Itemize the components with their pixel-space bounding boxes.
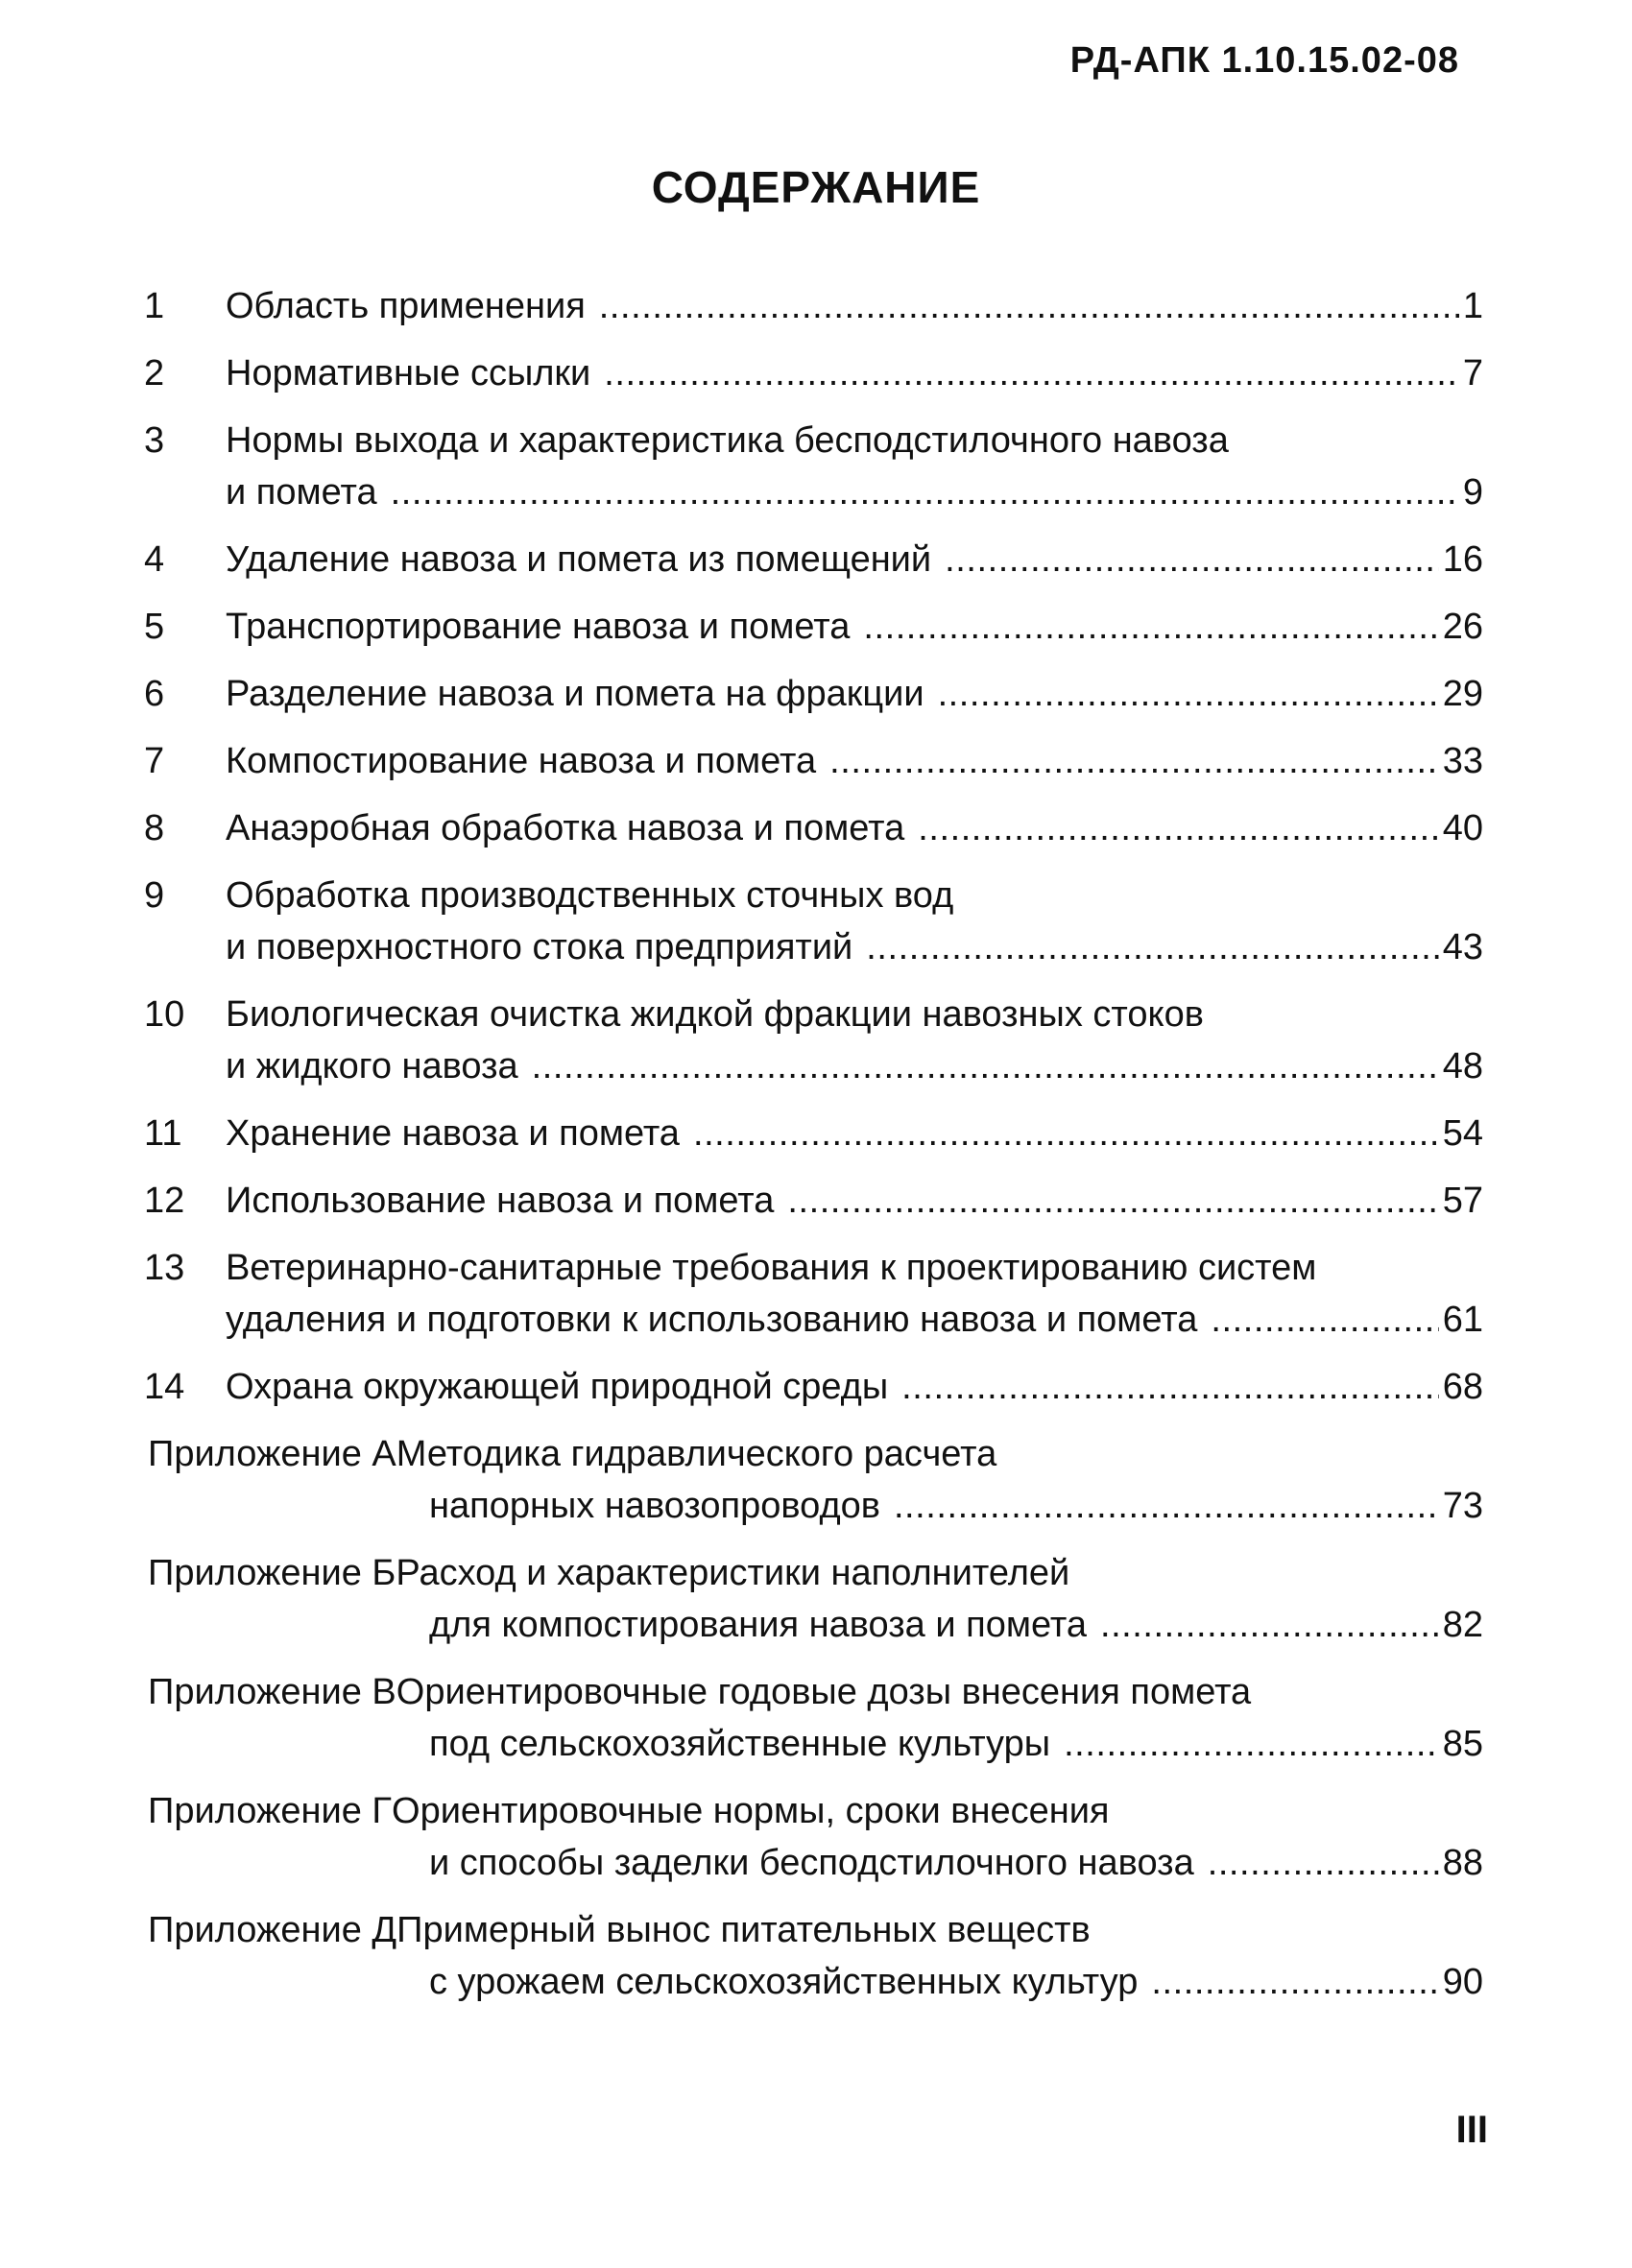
toc-entry[interactable]	[144, 534, 1483, 585]
section-number: 14	[144, 1367, 185, 1407]
appendix-text: Методика гидравлического расчета	[396, 1434, 997, 1474]
toc-entry[interactable]	[144, 668, 1483, 720]
appendix-last-line	[148, 1599, 1483, 1651]
page-ref: 48	[1442, 1046, 1483, 1086]
appendix-first-line	[148, 1547, 1483, 1599]
title-last-line	[226, 802, 1483, 854]
section-number: 3	[144, 420, 165, 461]
page-ref: 54	[1442, 1113, 1483, 1154]
dot-leader	[1211, 1294, 1438, 1346]
page-ref: 33	[1442, 741, 1483, 781]
appendix-label: Приложение А	[148, 1434, 396, 1474]
section-number: 13	[144, 1248, 185, 1288]
appendix-label: Приложение Д	[148, 1910, 397, 1950]
dot-leader	[1064, 1718, 1439, 1770]
title-line: Биологическая очистка жидкой фракции навозных стоков	[226, 994, 1204, 1035]
appendix-title	[148, 1428, 1483, 1532]
title-text: Область применения	[226, 286, 586, 326]
page-ref: 29	[1442, 674, 1483, 714]
title-last-line	[226, 1040, 1483, 1092]
title-last-line	[226, 1294, 1483, 1346]
appendix-title	[148, 1547, 1483, 1651]
appendix-label: Приложение В	[148, 1672, 396, 1712]
dot-leader	[945, 534, 1439, 585]
page-number: III	[1455, 2109, 1488, 2151]
title-text: Охрана окружающей природной среды	[226, 1367, 889, 1407]
title-text: Анаэробная обработка навоза и помета	[226, 808, 905, 848]
page-ref: 73	[1442, 1486, 1483, 1526]
title-last-line	[226, 921, 1483, 973]
appendix-last-line	[148, 1480, 1483, 1532]
toc-entry[interactable]	[144, 802, 1483, 854]
section-number: 10	[144, 994, 185, 1035]
title-text: Нормативные ссылки	[226, 353, 591, 394]
dot-leader	[829, 735, 1439, 787]
appendix-first-line	[148, 1904, 1483, 1956]
appendix-entry[interactable]	[144, 1666, 1483, 1770]
section-title	[226, 668, 1483, 720]
title-last-line	[226, 1108, 1483, 1159]
dot-leader	[894, 1480, 1439, 1532]
dot-leader	[693, 1108, 1439, 1159]
title-last-line	[226, 534, 1483, 585]
section-title	[226, 870, 1483, 973]
toc-entry[interactable]	[144, 1175, 1483, 1227]
section-number: 2	[144, 353, 165, 394]
appendix-text: Ориентировочные нормы, сроки внесения	[392, 1791, 1110, 1831]
appendix-last-line	[148, 1837, 1483, 1889]
dot-leader	[599, 280, 1459, 332]
section-number: 7	[144, 741, 165, 781]
section-number: 5	[144, 607, 165, 647]
page-ref: 9	[1462, 472, 1483, 513]
appendix-text-cont: для компостирования навоза и помета	[429, 1605, 1087, 1645]
toc-entry[interactable]	[144, 1242, 1483, 1346]
appendix-label: Приложение Г	[148, 1791, 393, 1831]
document-code: РД-АПК 1.10.15.02-08	[1069, 40, 1459, 81]
section-title	[226, 1242, 1483, 1346]
title-last-line	[226, 601, 1483, 653]
dot-leader	[787, 1175, 1438, 1227]
section-title	[226, 989, 1483, 1092]
toc-entry[interactable]	[144, 1361, 1483, 1413]
section-title	[226, 735, 1483, 787]
title-last-line	[226, 280, 1483, 332]
section-title	[226, 1175, 1483, 1227]
appendix-text-cont: и способы заделки бесподстилочного навоза	[429, 1843, 1194, 1883]
toc-entry[interactable]	[144, 870, 1483, 973]
title-line: Нормы выхода и характеристика бесподстилочного навоза	[226, 420, 1229, 461]
page-ref: 43	[1442, 927, 1483, 967]
toc-entry[interactable]	[144, 601, 1483, 653]
appendix-text-cont: напорных навозопроводов	[429, 1486, 880, 1526]
page-ref: 85	[1442, 1724, 1483, 1764]
title-text: Использование навоза и помета	[226, 1181, 775, 1221]
appendix-first-line	[148, 1428, 1483, 1480]
appendix-entry[interactable]	[144, 1428, 1483, 1532]
appendix-last-line	[148, 1718, 1483, 1770]
title-text: Разделение навоза и помета на фракции	[226, 674, 924, 714]
appendix-title	[148, 1785, 1483, 1889]
page-ref: 82	[1442, 1605, 1483, 1645]
page-ref: 68	[1442, 1367, 1483, 1407]
dot-leader	[1151, 1956, 1438, 2008]
section-number: 9	[144, 875, 165, 916]
page-ref: 40	[1442, 808, 1483, 848]
section-title	[226, 280, 1483, 332]
section-title	[226, 1361, 1483, 1413]
dot-leader	[1208, 1837, 1439, 1889]
appendix-last-line	[148, 1956, 1483, 2008]
appendix-entry[interactable]	[144, 1904, 1483, 2008]
appendix-text-cont: под сельскохозяйственные культуры	[429, 1724, 1051, 1764]
toc-entry[interactable]	[144, 989, 1483, 1092]
appendix-text: Примерный вынос питательных веществ	[396, 1910, 1091, 1950]
page-title: СОДЕРЖАНИЕ	[651, 162, 981, 212]
page-ref: 7	[1462, 353, 1483, 394]
dot-leader	[918, 802, 1438, 854]
title-last-line	[226, 735, 1483, 787]
section-title	[226, 802, 1483, 854]
title-last-line	[226, 347, 1483, 399]
title-text: удаления и подготовки к использованию навоза и помета	[226, 1300, 1198, 1340]
title-line: Обработка производственных сточных вод	[226, 875, 954, 916]
appendix-text-cont: с урожаем сельскохозяйственных культур	[429, 1962, 1139, 2002]
section-title	[226, 415, 1483, 518]
page-ref: 26	[1442, 607, 1483, 647]
section-title	[226, 601, 1483, 653]
page-ref: 1	[1462, 286, 1483, 326]
table-of-contents	[144, 280, 1483, 2023]
title-text: Транспортирование навоза и помета	[226, 607, 851, 647]
title-text: Компостирование навоза и помета	[226, 741, 817, 781]
title-text: Удаление навоза и помета из помещений	[226, 539, 932, 580]
toc-entry[interactable]	[144, 1108, 1483, 1159]
dot-leader	[866, 921, 1438, 973]
title-last-line	[226, 1175, 1483, 1227]
dot-leader	[604, 347, 1459, 399]
dot-leader	[938, 668, 1439, 720]
section-number: 11	[144, 1113, 182, 1154]
title-last-line	[226, 1361, 1483, 1413]
appendix-title	[148, 1666, 1483, 1770]
section-title	[226, 534, 1483, 585]
title-last-line	[226, 668, 1483, 720]
section-number: 8	[144, 808, 165, 848]
page-ref: 57	[1442, 1181, 1483, 1221]
appendix-entry[interactable]	[144, 1547, 1483, 1651]
title-last-line	[226, 466, 1483, 518]
title-text: Хранение навоза и помета	[226, 1113, 680, 1154]
title-text: и жидкого навоза	[226, 1046, 518, 1086]
title-text: и поверхностного стока предприятий	[226, 927, 853, 967]
appendix-first-line	[148, 1785, 1483, 1837]
dot-leader	[1100, 1599, 1439, 1651]
section-number: 1	[144, 286, 165, 326]
toc-entry[interactable]	[144, 347, 1483, 399]
section-title	[226, 1108, 1483, 1159]
section-number: 4	[144, 539, 165, 580]
dot-leader	[863, 601, 1438, 653]
section-number: 6	[144, 674, 165, 714]
page-ref: 16	[1442, 539, 1483, 580]
title-line: Ветеринарно-санитарные требования к проектированию систем	[226, 1248, 1317, 1288]
section-number: 12	[144, 1181, 185, 1221]
title-text: и помета	[226, 472, 377, 513]
appendix-entry[interactable]	[144, 1785, 1483, 1889]
toc-entry[interactable]	[144, 280, 1483, 332]
dot-leader	[532, 1040, 1439, 1092]
page-ref: 90	[1442, 1962, 1483, 2002]
dot-leader	[391, 466, 1459, 518]
appendix-text: Расход и характеристики наполнителей	[396, 1553, 1070, 1593]
appendix-label: Приложение Б	[148, 1553, 396, 1593]
page-ref: 88	[1442, 1843, 1483, 1883]
appendix-first-line	[148, 1666, 1483, 1718]
appendix-title	[148, 1904, 1483, 2008]
dot-leader	[901, 1361, 1439, 1413]
toc-entry[interactable]	[144, 735, 1483, 787]
page-ref: 61	[1442, 1300, 1483, 1340]
section-title	[226, 347, 1483, 399]
toc-entry[interactable]	[144, 415, 1483, 518]
appendix-text: Ориентировочные годовые дозы внесения помета	[396, 1672, 1252, 1712]
